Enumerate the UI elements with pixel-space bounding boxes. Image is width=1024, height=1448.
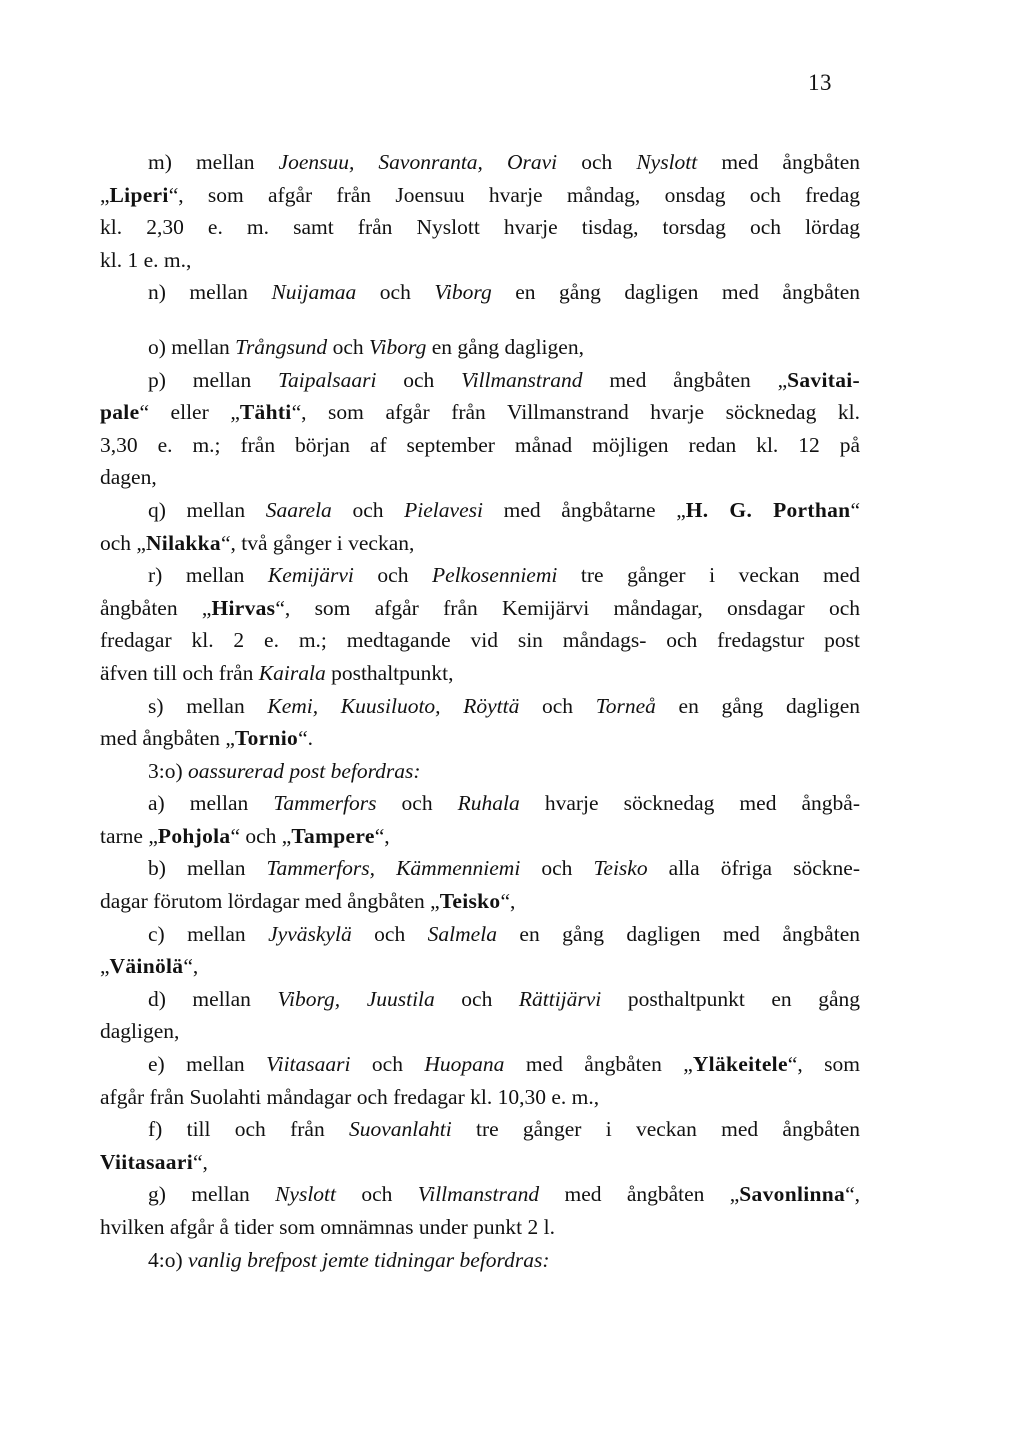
italic-place-name: Viitasaari: [266, 1052, 351, 1077]
text-segment: med ångbåtarne „: [482, 497, 686, 522]
text-segment: “,: [374, 823, 390, 848]
italic-place-name: Kemijärvi: [267, 563, 354, 588]
text-segment: tre gånger i veckan med ångbåten: [451, 1117, 861, 1142]
text-line: [100, 1211, 860, 1244]
italic-place-name: Rättijärvi: [518, 986, 602, 1011]
text-segment: och: [356, 280, 435, 305]
text-segment: d) mellan: [148, 986, 278, 1011]
text-segment: p) mellan: [148, 367, 279, 392]
text-segment: och: [557, 150, 637, 174]
text-segment: och: [350, 1052, 425, 1077]
text-segment: en gång dagligen med ångbåten: [491, 280, 860, 305]
text-segment: och: [331, 497, 405, 522]
text-segment: m) mellan: [148, 150, 279, 174]
italic-place-name: Joensuu, Savonranta, Oravi: [278, 150, 558, 174]
steamer-name: Nilakka: [145, 530, 221, 555]
text-segment: och: [327, 334, 369, 359]
text-line: [100, 787, 860, 820]
text-segment: och: [376, 367, 462, 392]
italic-place-name: Viborg: [434, 280, 492, 305]
text-line: [100, 820, 860, 853]
text-line: [100, 657, 860, 690]
italic-place-name: Suovanlahti: [348, 1117, 452, 1142]
text-line: [100, 429, 860, 462]
italic-place-name: Tammerfors: [273, 791, 377, 816]
text-line: [100, 244, 860, 277]
text-segment: posthaltpunkt,: [325, 660, 454, 685]
text-segment: 3:o): [148, 758, 189, 783]
text-line: [100, 494, 860, 527]
text-line: [100, 211, 860, 244]
text-segment: och: [376, 791, 458, 816]
steamer-name: Savitai-: [787, 367, 860, 392]
italic-place-name: Torneå: [595, 693, 656, 718]
italic-place-name: Teisko: [593, 856, 648, 881]
text-segment: dagar förutom lördagar med ångbåten „: [100, 889, 440, 914]
text-segment: med ångbåten „: [100, 726, 235, 751]
text-line: [100, 1113, 860, 1146]
text-line: [100, 624, 860, 657]
text-segment: en gång dagligen med ångbåten: [496, 921, 860, 946]
italic-place-name: Salmela: [427, 921, 497, 946]
text-segment: a) mellan: [148, 791, 274, 816]
text-line: [100, 364, 860, 397]
text-segment: “, som: [787, 1052, 860, 1077]
steamer-name: Savonlinna: [739, 1182, 846, 1207]
text-segment: kl. 2,30 e. m. samt från Nyslott hvarje tisdag, torsdag och lördag: [100, 215, 860, 240]
text-segment: fredagar kl. 2 e. m.; medtagande vid sin måndags- och fredagstur post: [100, 628, 860, 653]
text-segment: “,: [183, 954, 199, 979]
italic-place-name: Viborg: [368, 334, 427, 359]
text-line: [100, 755, 860, 788]
italic-place-name: Nuijamaa: [271, 280, 357, 305]
text-segment: “,: [845, 1182, 860, 1207]
text-segment: och: [351, 921, 428, 946]
text-segment: e) mellan: [148, 1052, 267, 1077]
italic-place-name: Kairala: [258, 660, 326, 685]
text-segment: afgår från Suolahti måndagar och fredagar kl. 10,30 e. m.,: [100, 1084, 600, 1109]
steamer-name: Tähti: [239, 400, 292, 425]
text-line: [100, 1048, 860, 1081]
italic-place-name: Trångsund: [235, 334, 328, 359]
text-segment: hvarje söcknedag med ångbå-: [519, 791, 860, 816]
text-segment: s) mellan: [148, 693, 268, 718]
text-segment: c) mellan: [148, 921, 269, 946]
text-segment: g) mellan: [148, 1182, 276, 1207]
italic-place-name: Villmanstrand: [417, 1182, 540, 1207]
text-line: [100, 1015, 860, 1048]
text-segment: „: [100, 954, 110, 979]
text-segment: och: [519, 693, 596, 718]
text-line: [100, 331, 860, 364]
body-text: [100, 146, 860, 1276]
steamer-name: Yläkeitele: [692, 1052, 788, 1077]
text-segment: tarne „: [100, 823, 158, 848]
text-segment: 4:o): [148, 1247, 189, 1272]
italic-place-name: Jyväskylä: [268, 921, 352, 946]
text-line: [100, 983, 860, 1016]
text-segment: tre gånger i veckan med: [557, 563, 860, 588]
italic-place-name: Viborg, Juustila: [277, 986, 435, 1011]
steamer-name: Liperi: [109, 182, 169, 207]
text-line: [100, 179, 860, 212]
text-segment: en gång dagligen,: [426, 334, 584, 359]
steamer-name: Pohjola: [157, 823, 231, 848]
paragraph-gap: [100, 309, 860, 331]
text-segment: och: [336, 1182, 418, 1207]
text-line: [100, 276, 860, 309]
italic-place-name: Villmanstrand: [461, 367, 583, 392]
text-segment: med ångbåten: [697, 150, 860, 174]
text-segment: “: [850, 497, 860, 522]
italic-place-name: Taipalsaari: [278, 367, 377, 392]
text-line: [100, 461, 860, 494]
steamer-name: Teisko: [439, 889, 501, 914]
text-line: [100, 1146, 860, 1179]
italic-place-name: Pelkosenniemi: [431, 563, 558, 588]
steamer-name: Tornio: [234, 726, 299, 751]
text-segment: o) mellan: [148, 334, 236, 359]
text-segment: alla öfriga söckne-: [647, 856, 860, 881]
text-segment: “ och „: [230, 823, 292, 848]
steamer-name: Viitasaari: [100, 1149, 193, 1174]
italic-place-name: Pielavesi: [404, 497, 483, 522]
italic-place-name: vanlig brefpost jemte tidningar befordras:: [188, 1247, 550, 1272]
text-segment: posthaltpunkt en gång: [601, 986, 860, 1011]
text-segment: n) mellan: [148, 280, 272, 305]
text-segment: dagen,: [100, 465, 157, 490]
text-line: [100, 396, 860, 429]
steamer-name: H. G. Porthan: [685, 497, 851, 522]
steamer-name: Väinölä: [109, 954, 184, 979]
text-line: [100, 722, 860, 755]
text-line: [100, 918, 860, 951]
italic-place-name: oassurerad post befordras:: [188, 758, 421, 783]
text-segment: “,: [192, 1149, 208, 1174]
text-segment: “, som afgår från Villmanstrand hvarje söcknedag kl.: [291, 400, 860, 425]
text-segment: äfven till och från: [100, 660, 259, 685]
text-segment: och: [353, 563, 432, 588]
italic-place-name: Huopana: [424, 1052, 505, 1077]
text-segment: ångbåten „: [100, 595, 212, 620]
text-segment: f) till och från: [148, 1117, 349, 1142]
text-segment: “, två gånger i veckan,: [220, 530, 415, 555]
text-segment: dagligen,: [100, 1019, 180, 1044]
text-segment: “ eller „: [139, 400, 240, 425]
text-segment: en gång dagligen: [655, 693, 860, 718]
text-segment: med ångbåten „: [539, 1182, 740, 1207]
italic-place-name: Tammerfors, Kämmenniemi: [266, 856, 521, 881]
italic-place-name: Nyslott: [636, 150, 698, 174]
text-segment: “, som afgår från Kemijärvi måndagar, onsdagar och: [275, 595, 860, 620]
text-segment: och: [520, 856, 594, 881]
text-line: [100, 1081, 860, 1114]
text-segment: “, som afgår från Joensuu hvarje måndag, onsdag och fredag: [168, 182, 860, 207]
text-segment: med ångbåten „: [504, 1052, 693, 1077]
text-line: [100, 690, 860, 723]
text-segment: q) mellan: [148, 497, 266, 522]
text-line: [100, 1178, 860, 1211]
text-segment: med ångbåten „: [582, 367, 788, 392]
italic-place-name: Ruhala: [457, 791, 520, 816]
text-segment: r) mellan: [148, 563, 268, 588]
text-segment: hvilken afgår å tider som omnämnas under punkt 2 l.: [100, 1215, 555, 1239]
steamer-name: pale: [100, 400, 140, 425]
italic-place-name: Kemi, Kuusiluoto, Röyttä: [267, 693, 520, 718]
text-segment: och „: [100, 530, 146, 555]
text-segment: och: [434, 986, 519, 1011]
text-line: [100, 146, 860, 179]
text-line: [100, 852, 860, 885]
steamer-name: Hirvas: [211, 595, 276, 620]
text-segment: kl. 1 e. m.,: [100, 247, 192, 272]
text-segment: “.: [298, 726, 313, 751]
text-line: [100, 559, 860, 592]
text-line: [100, 1244, 860, 1277]
text-segment: “,: [500, 889, 516, 914]
text-line: [100, 950, 860, 983]
steamer-name: Tampere: [291, 823, 375, 848]
italic-place-name: Nyslott: [275, 1182, 336, 1207]
italic-place-name: Saarela: [265, 497, 332, 522]
text-segment: b) mellan: [148, 856, 267, 881]
page-number: 13: [808, 70, 832, 95]
text-segment: 3,30 e. m.; från början af september månad möjligen redan kl. 12 på: [100, 432, 860, 457]
text-line: [100, 885, 860, 918]
text-line: [100, 527, 860, 560]
text-line: [100, 592, 860, 625]
text-segment: „: [100, 182, 110, 207]
